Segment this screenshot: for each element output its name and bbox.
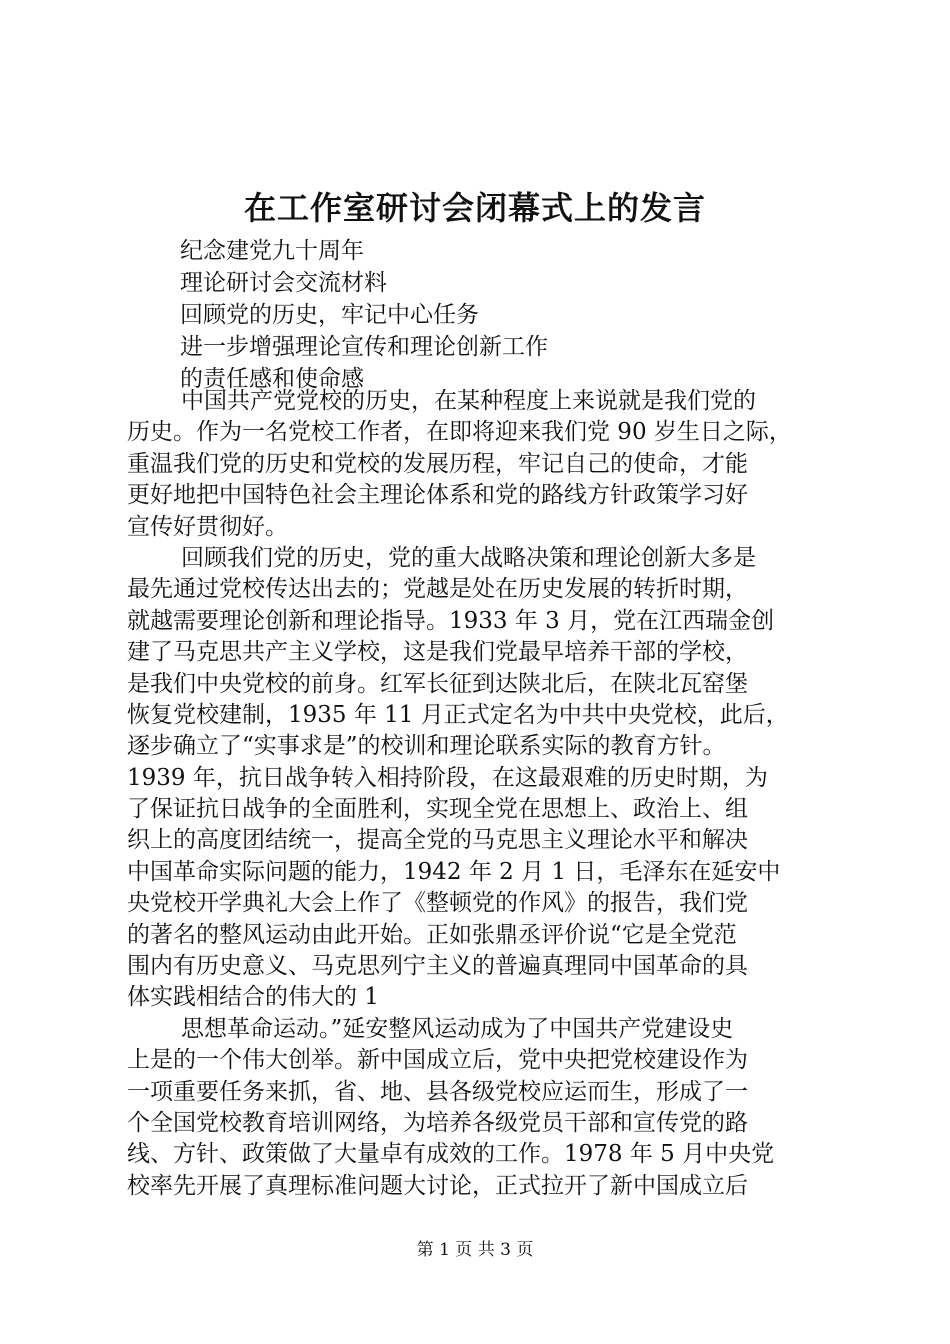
page-title: 在工作室研讨会闭幕式上的发言: [243, 189, 706, 227]
paragraph-line: 校率先开展了真理标准问题大讨论，正式拉开了新中国成立后: [127, 1172, 748, 1199]
paragraph-line: 央党校开学典礼大会上作了《整顿党的作风》的报告，我们党: [127, 890, 748, 917]
paragraph-line: 上是的一个伟大创举。新中国成立后，党中央把党校建设作为: [127, 1047, 748, 1074]
paragraph-line: 中国共产党党校的历史，在某种程度上来说就是我们党的: [181, 388, 756, 414]
subtitle-line: 理论研讨会交流材料: [180, 270, 387, 296]
paragraph-line: 个全国党校教育培训网络，为培养各级党员干部和宣传党的路: [127, 1109, 748, 1136]
paragraph-line: 体实践相结合的伟大的 1: [127, 984, 379, 1011]
paragraph-line: 就越需要理论创新和理论指导。1933 年 3 月，党在江西瑞金创: [127, 607, 775, 634]
paragraph-line: 回顾我们党的历史，党的重大战略决策和理论创新大多是: [181, 544, 756, 571]
paragraph-line: 线、方针、政策做了大量卓有成效的工作。1978 年 5 月中央党: [127, 1141, 775, 1168]
body-text: [127, 386, 833, 1202]
paragraph-line: 建了马克思共产主义学校，这是我们党最早培养干部的学校，: [127, 639, 748, 666]
paragraph-line: 织上的高度团结统一，提高全党的马克思主义理论水平和解决: [127, 827, 748, 854]
paragraph-line: 一项重要任务来抓，省、地、县各级党校应运而生，形成了一: [127, 1078, 748, 1105]
paragraph-line: 重温我们党的历史和党校的发展历程，牢记自己的使命，才能: [127, 450, 748, 477]
paragraph-line: 历史。作为一名党校工作者，在即将迎来我们党 90 岁生日之际，: [127, 419, 792, 446]
paragraph-line: 宣传好贯彻好。: [127, 513, 288, 540]
paragraph-line: 围内有历史意义、马克思列宁主义的普遍真理同中国革命的具: [127, 953, 748, 980]
subtitle-line: 的责任感和使命感: [180, 366, 364, 392]
subtitle-block: [180, 235, 880, 395]
paragraph-line: 恢复党校建制，1935 年 11 月正式定名为中共中央党校，此后，: [127, 701, 789, 728]
paragraph-line: 最先通过党校传达出去的；党越是处在历史发展的转折时期，: [127, 576, 748, 603]
paragraph-line: 思想革命运动。”延安整风运动成为了中国共产党建设史: [181, 1015, 734, 1042]
subtitle-line: 进一步增强理论宣传和理论创新工作: [180, 334, 548, 360]
paragraph-line: 中国革命实际问题的能力，1942 年 2 月 1 日，毛泽东在延安中: [127, 858, 781, 885]
paragraph-line: 的著名的整风运动由此开始。正如张鼎丞评价说“它是全党范: [127, 921, 737, 948]
paragraph-line: 1939 年，抗日战争转入相持阶段，在这最艰难的历史时期，为: [127, 764, 768, 791]
paragraph-line: 是我们中央党校的前身。红军长征到达陕北后，在陕北瓦窑堡: [127, 670, 748, 697]
subtitle-line: 回顾党的历史，牢记中心任务: [180, 302, 479, 328]
paragraph-line: 逐步确立了“实事求是”的校训和理论联系实际的教育方针。: [127, 733, 726, 760]
subtitle-line: 纪念建党九十周年: [180, 238, 364, 264]
paragraph-line: 更好地把中国特色社会主理论体系和党的路线方针政策学习好: [127, 482, 748, 509]
paragraph-line: 了保证抗日战争的全面胜利，实现全党在思想上、政治上、组: [127, 796, 748, 823]
page-footer: 第 1 页 共 3 页: [416, 1240, 534, 1260]
